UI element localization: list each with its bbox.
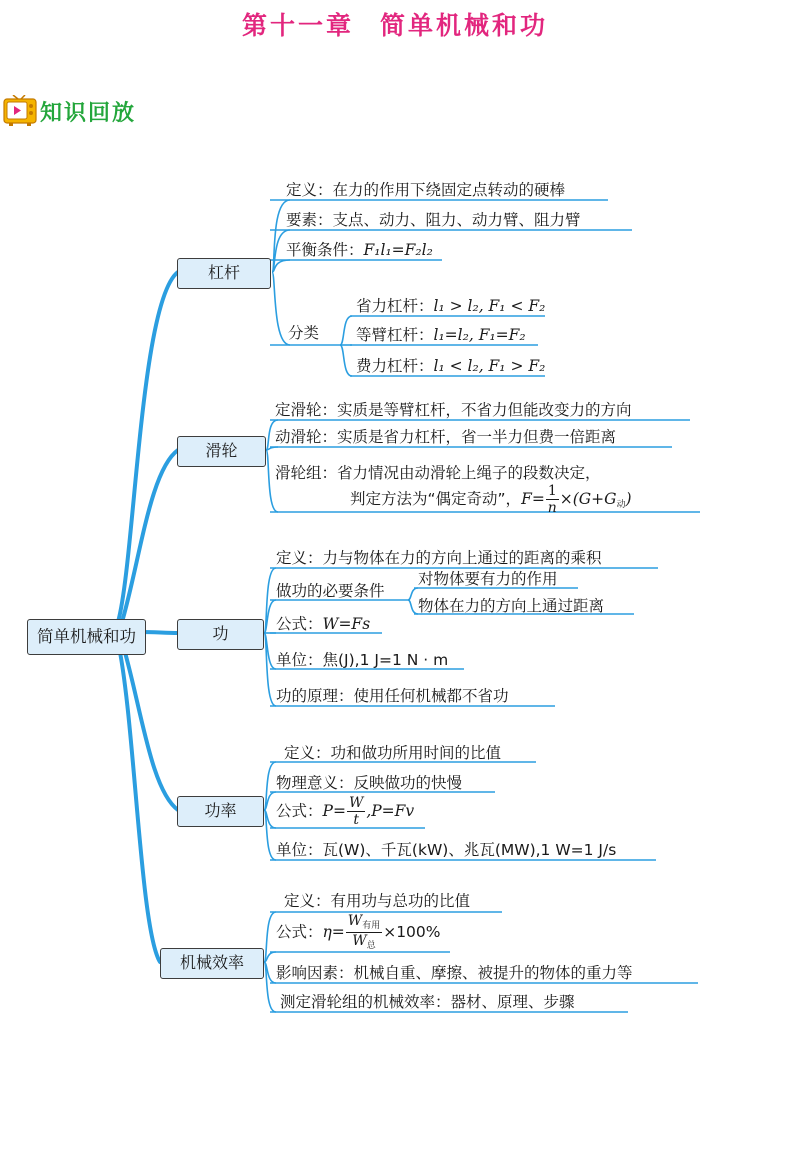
work-condition-1: 对物体要有力的作用 [418,570,558,588]
power-formula-den: t [353,812,359,828]
lever-node [177,258,271,289]
lever-definition: 定义：在力的作用下绕固定点转动的硬棒 [286,181,566,199]
efficiency-label: 机械效率 [179,953,244,972]
power-label: 功率 [204,801,237,820]
branch-to-efficiency [118,642,160,962]
pulley-block-method: 判定方法为“偶定奇动”， [350,490,522,508]
chapter-number: 第十一章 [241,11,354,40]
power-formula-fraction [347,796,365,827]
pulley-formula-fraction [546,484,559,515]
lever-equal-formula: l₁=l₂, F₁=F₂ [433,326,526,344]
pulley-formula-sub: 动 [616,500,626,510]
power-unit: 单位：瓦(W)、千瓦(kW)、兆瓦(MW),1 W=1 J/s [276,841,617,859]
lever-saving [356,294,545,316]
power-meaning: 物理意义：反映做功的快慢 [276,774,463,792]
power-formula-prefix: 公式： [276,802,323,820]
efficiency-formula-right: ×100% [383,923,441,941]
efficiency-formula-num-sub: 有用 [362,921,381,931]
efficiency-definition: 定义：有用功与总功的比值 [284,892,471,910]
lever-costly-formula: l₁ < l₂, F₁ > F₂ [433,357,546,375]
work-label: 功 [212,624,229,643]
efficiency-formula-fraction [346,914,382,951]
work-unit: 单位：焦(J),1 J=1 N · m [276,651,449,669]
lever-costly-prefix: 费力杠杆： [356,357,434,375]
lever-costly [356,354,545,376]
pulley-formula-left: F= [521,490,545,508]
center-label: 简单机械和功 [37,627,136,646]
work-formula [276,612,370,634]
efficiency-factors: 影响因素：机械自重、摩擦、被提升的物体的重力等 [276,964,633,982]
work-conditions-label: 做功的必要条件 [276,582,385,600]
lever-balance-formula: F₁l₁=F₂l₂ [363,241,433,259]
power-formula-left: P= [322,802,346,820]
pulley-formula-right: ×(G+G [559,490,617,508]
efficiency-formula-den: W [352,933,367,949]
efficiency-formula-den-sub: 总 [366,941,376,951]
efficiency-formula-prefix: 公式： [276,923,323,941]
power-definition: 定义：功和做功所用时间的比值 [284,744,502,762]
work-formula-prefix: 公式： [276,615,323,633]
efficiency-node [160,948,264,979]
work-principle: 功的原理：使用任何机械都不省功 [276,687,509,705]
pulley-formula-den: n [547,500,557,516]
pulley-block-line1: 滑轮组：省力情况由动滑轮上绳子的段数决定， [275,464,601,482]
lever-label: 杠杆 [207,263,240,282]
lever-saving-formula: l₁ > l₂, F₁ < F₂ [433,297,546,315]
lever-classify-label: 分类 [288,324,320,342]
lever-balance-prefix: 平衡条件： [286,241,364,259]
branch-to-lever [118,272,178,622]
lever-equal-prefix: 等臂杠杆： [356,326,434,344]
work-formula-value: W=Fs [322,615,371,633]
lever-equal [356,323,526,345]
pulley-formula-end: ) [625,490,632,508]
efficiency-formula [276,914,441,951]
review-label: 知识回放 [40,101,137,126]
work-node [177,619,264,650]
power-node [177,796,264,827]
efficiency-formula-num: W [347,913,363,929]
pulley-node [177,436,266,467]
chapter-name: 简单机械和功 [380,11,549,40]
power-formula-right: ,P=Fv [366,802,415,820]
center-node [27,619,146,655]
efficiency-formula-left: η= [322,923,345,941]
pulley-movable: 动滑轮：实质是省力杠杆，省一半力但费一倍距离 [275,428,617,446]
work-condition-2: 物体在力的方向上通过距离 [418,597,605,615]
power-formula [276,796,414,827]
lever-saving-prefix: 省力杠杆： [356,297,434,315]
pulley-fixed: 定滑轮：实质是等臂杠杆，不省力但能改变力的方向 [275,401,632,419]
pulley-block-line2 [350,484,632,515]
lever-balance [286,238,433,260]
lever-elements: 要素：支点、动力、阻力、动力臂、阻力臂 [286,211,581,229]
power-formula-num: W [348,795,364,811]
pulley-label: 滑轮 [205,441,238,460]
pulley-formula-num: 1 [547,483,557,499]
efficiency-measure: 测定滑轮组的机械效率：器材、原理、步骤 [280,993,575,1011]
work-definition: 定义：力与物体在力的方向上通过的距离的乘积 [276,549,602,567]
